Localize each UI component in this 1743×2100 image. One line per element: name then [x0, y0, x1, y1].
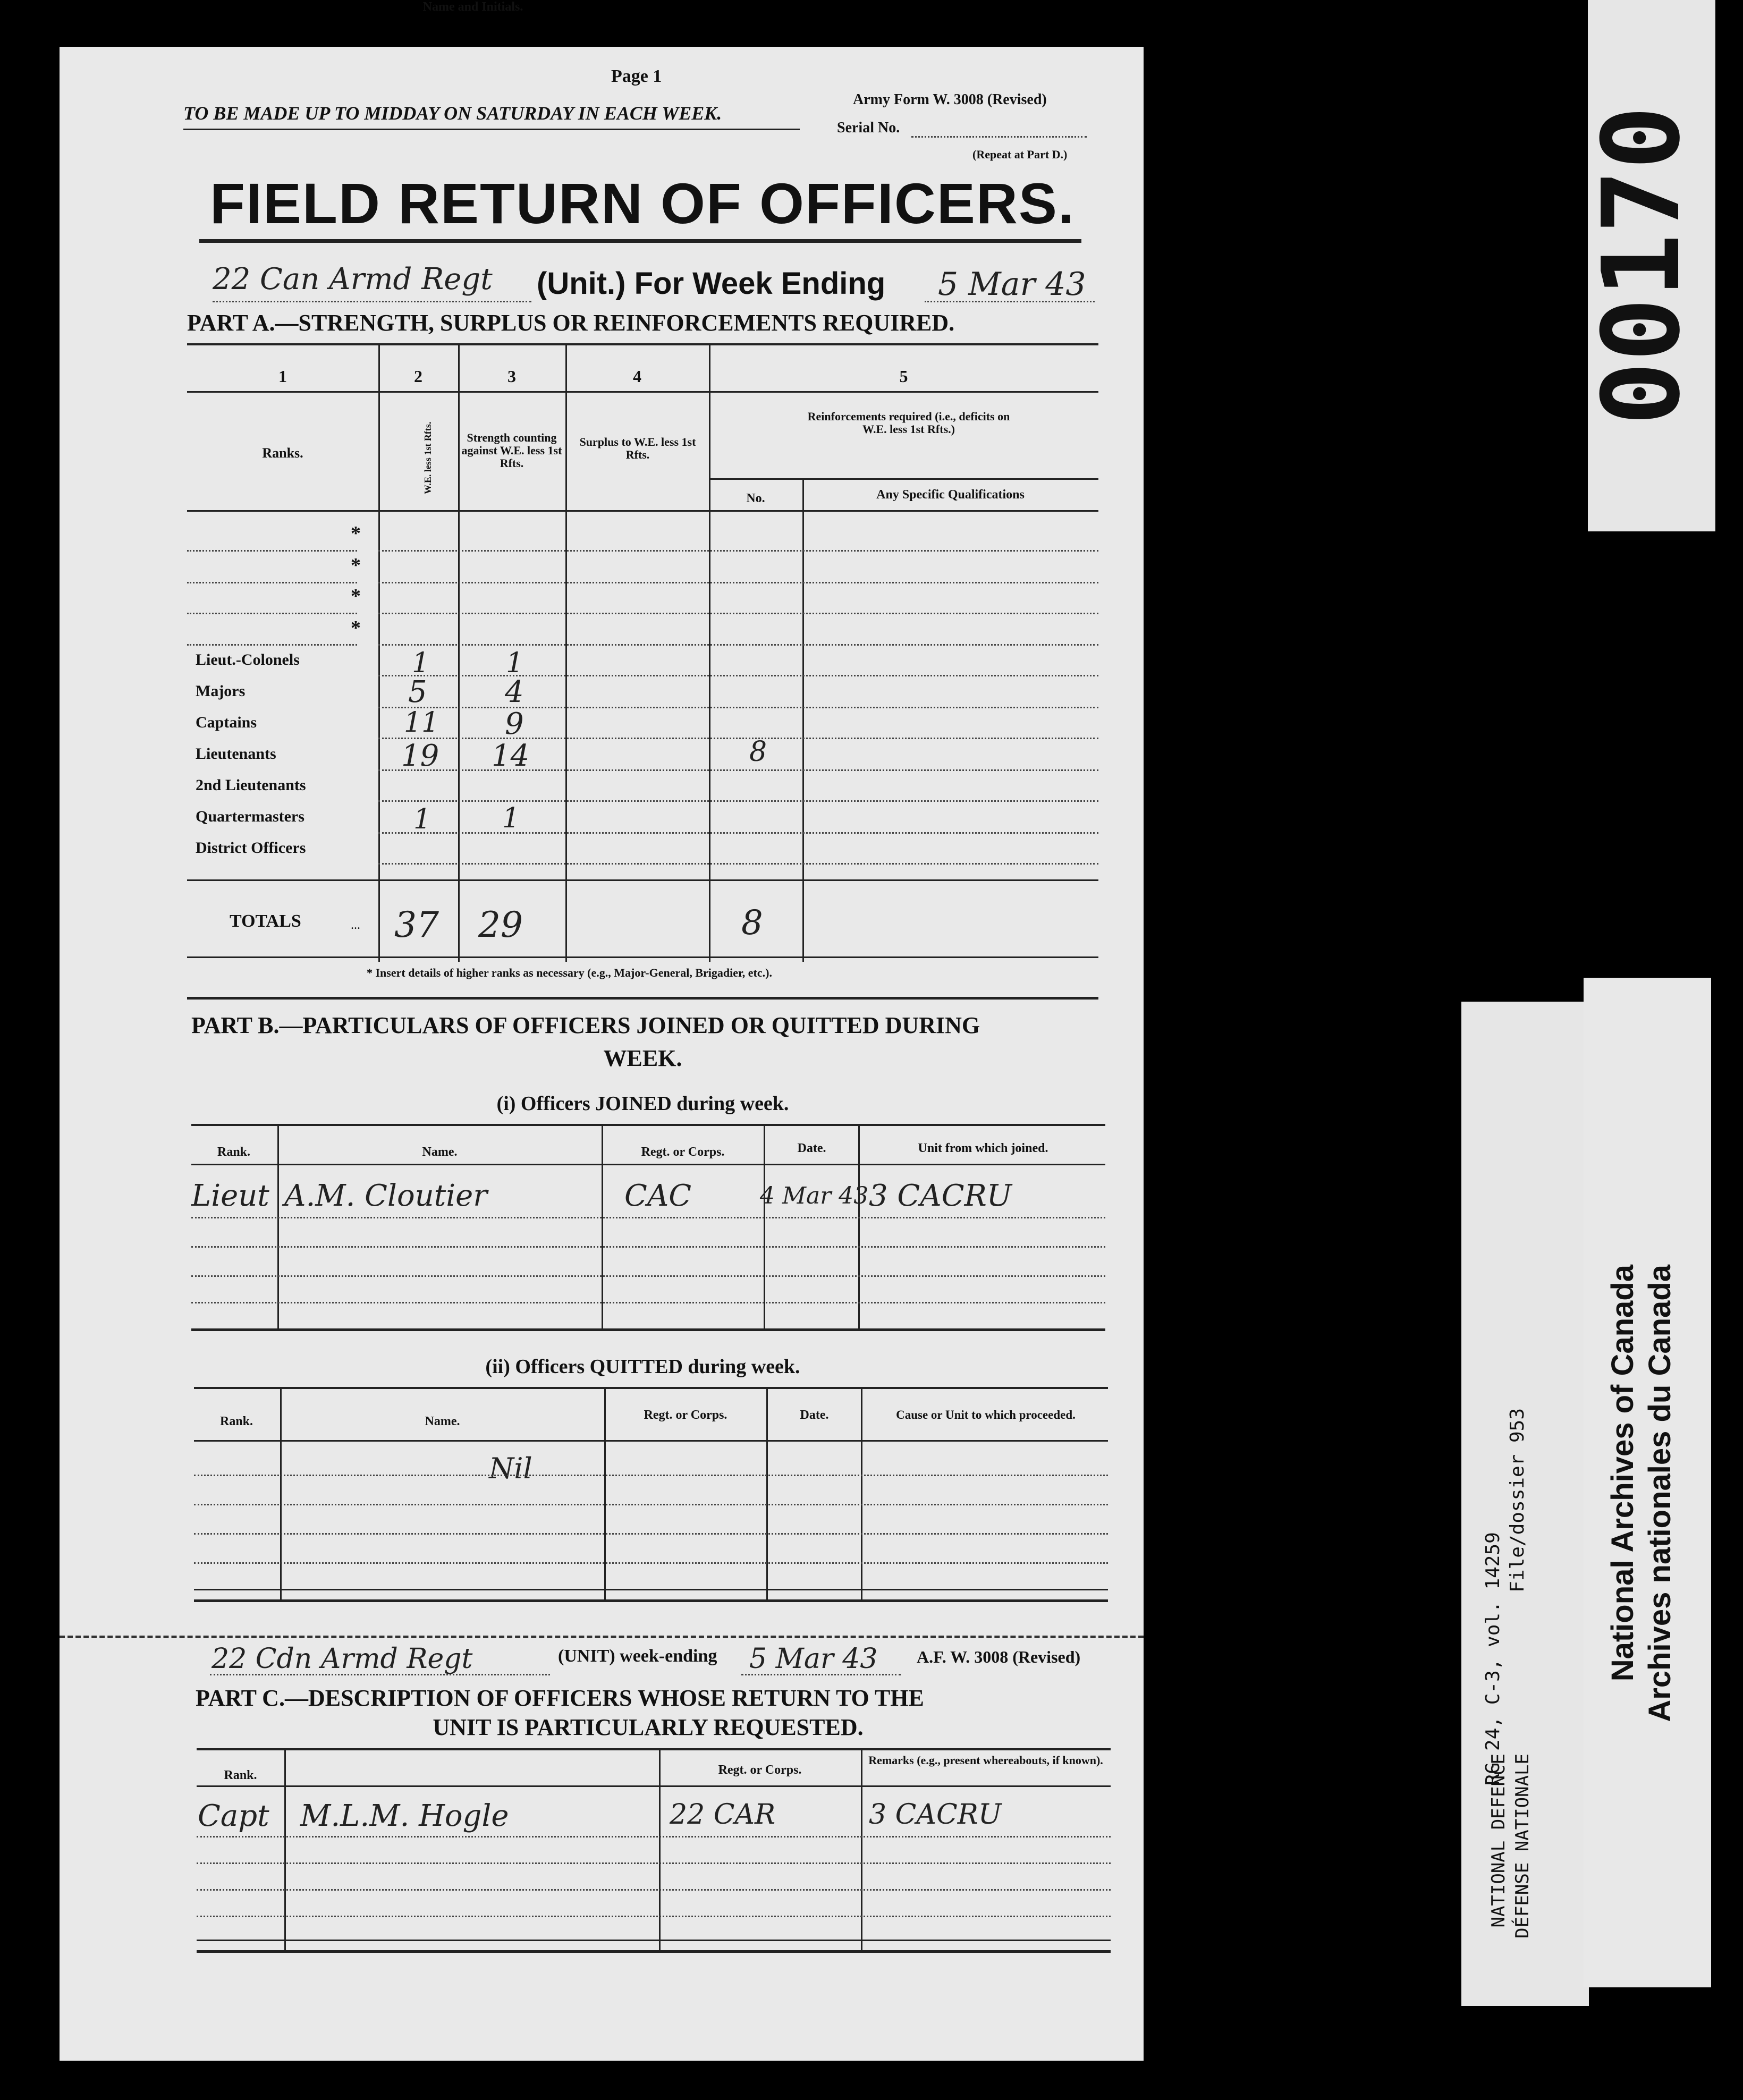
unit-label: (Unit.) For Week Ending: [537, 266, 886, 301]
unit-value[interactable]: 22 Can Armd Regt: [213, 262, 493, 297]
rank-lt-colonels: Lieut.-Colonels: [196, 651, 300, 668]
joined-dot-3: [191, 1275, 1105, 1277]
col-ranks-header: Ranks.: [262, 445, 303, 461]
tear-off-line: [60, 1636, 1144, 1638]
joined-h-rank: Rank.: [217, 1145, 251, 1159]
joined-rank[interactable]: Lieut: [191, 1179, 269, 1213]
part-c-name[interactable]: M.L.M. Hogle: [300, 1799, 509, 1833]
col-no-header: No.: [746, 492, 765, 505]
rank-captains: Captains: [196, 714, 257, 731]
dept-line-2: DÉFENSE NATIONALE: [1512, 1754, 1533, 1938]
part-a-footnote: * Insert details of higher ranks as necessary (e.g., Major-General, Brigadier, etc.).: [367, 966, 772, 979]
col-we-header: W.E. less 1st Rfts.: [422, 421, 433, 494]
we-majors[interactable]: 5: [408, 675, 427, 709]
totals-label: TOTALS: [230, 911, 301, 931]
joined-h-name: Name.: [422, 1145, 458, 1159]
we-lt-colonels[interactable]: 1: [412, 647, 430, 679]
joined-header-rule: [191, 1164, 1105, 1165]
repeat-note: (Repeat at Part D.): [972, 148, 1068, 161]
form-title: FIELD RETURN OF OFFICERS.: [210, 171, 1075, 235]
quitted-h-corps: Regt. or Corps.: [644, 1408, 727, 1422]
part-c-week-dotline: [741, 1674, 901, 1675]
we-quartermasters[interactable]: 1: [413, 803, 431, 835]
star-row-line-4: [187, 644, 357, 646]
grid-dot-5: [378, 675, 1098, 676]
part-c-unit-label: (UNIT) week-ending: [558, 1646, 717, 1666]
part-c-rank[interactable]: Capt: [198, 1799, 269, 1833]
army-form-ref: Army Form W. 3008 (Revised): [853, 91, 1047, 108]
we-captains[interactable]: 11: [404, 707, 439, 739]
joined-h-date: Date.: [797, 1141, 826, 1155]
joined-col-4: [858, 1124, 860, 1328]
title-underline: [199, 239, 1081, 243]
quitted-top-rule: [194, 1387, 1108, 1389]
strength-majors[interactable]: 4: [505, 675, 524, 709]
strength-quartermasters[interactable]: 1: [502, 802, 520, 834]
col-num-2: 2: [414, 367, 422, 386]
quitted-nil[interactable]: Nil: [489, 1452, 532, 1485]
joined-title: (i) Officers JOINED during week.: [496, 1093, 789, 1115]
grid-dot-10: [378, 832, 1098, 834]
col-div-3: [565, 345, 567, 962]
part-c-top-rule: [197, 1748, 1111, 1750]
joined-col-1: [277, 1124, 279, 1328]
grid-dot-11: [378, 863, 1098, 865]
part-c-remarks[interactable]: 3 CACRU: [869, 1799, 1002, 1831]
totals-reinf-no[interactable]: 8: [741, 903, 763, 943]
serial-field[interactable]: [911, 136, 1087, 138]
col-reinf-header: Reinforcements required (i.e., deficits on W.E. less 1st Rfts.): [807, 410, 1010, 436]
quitted-h-rank: Rank.: [219, 1415, 253, 1428]
star-row-line-2: [187, 582, 357, 583]
totals-top-rule: [187, 879, 1098, 881]
col-surplus-header: Surplus to W.E. less 1st Rfts.: [579, 435, 696, 461]
part-c-dot-2: [197, 1862, 1111, 1864]
quitted-h-name: Name.: [425, 1415, 460, 1428]
col-num-4: 4: [633, 367, 641, 386]
part-b-title-2: WEEK.: [603, 1045, 682, 1071]
rank-lieutenants: Lieutenants: [196, 745, 276, 763]
grid-dot-1: [378, 550, 1098, 552]
part-c-unit-value[interactable]: 22 Cdn Armd Regt: [211, 1643, 473, 1675]
header-rule-2: [187, 510, 1098, 512]
part-a-end-rule: [187, 997, 1098, 1000]
part-c-h-name: Name and Initials.: [422, 0, 523, 14]
quitted-col-3: [766, 1387, 768, 1602]
joined-h-corps: Regt. or Corps.: [641, 1145, 725, 1159]
joined-dot-1: [191, 1217, 1105, 1218]
col-num-3: 3: [507, 367, 516, 386]
quitted-dot-1: [194, 1475, 1108, 1476]
totals-dots: ...: [351, 918, 360, 932]
grid-dot-6: [378, 707, 1098, 708]
quitted-dot-3: [194, 1533, 1108, 1535]
part-c-h-rank: Rank.: [224, 1768, 257, 1782]
part-c-col-2: [659, 1748, 661, 1953]
grid-dot-2: [378, 582, 1098, 583]
part-c-corps[interactable]: 22 CAR: [670, 1799, 776, 1831]
joined-date[interactable]: 4 Mar 43: [760, 1182, 869, 1209]
header-rule-reinf: [709, 478, 1098, 480]
frame-number: 00170: [1580, 105, 1704, 426]
part-c-unit-dotline: [210, 1674, 550, 1675]
col-num-5: 5: [899, 367, 908, 386]
star-2: *: [351, 554, 361, 577]
col-qual-header: Any Specific Qualifications: [876, 488, 1025, 502]
strength-lieutenants[interactable]: 14: [492, 739, 530, 773]
quitted-header-rule: [194, 1440, 1108, 1442]
part-c-bottom-rule-2: [197, 1950, 1111, 1953]
quitted-h-date: Date.: [800, 1408, 829, 1422]
quitted-h-cause: Cause or Unit to which proceeded.: [896, 1408, 1076, 1421]
col-div-2: [458, 345, 460, 962]
joined-h-unit: Unit from which joined.: [918, 1141, 1048, 1155]
star-row-line-3: [187, 613, 357, 614]
part-c-dot-4: [197, 1916, 1111, 1917]
rank-majors: Majors: [196, 682, 246, 700]
quitted-title: (ii) Officers QUITTED during week.: [485, 1356, 800, 1378]
unit-dotline: [213, 301, 531, 302]
quitted-dot-4: [194, 1562, 1108, 1564]
dept-line-1: NATIONAL DEFENCE: [1488, 1754, 1509, 1928]
header-rule-1: [187, 391, 1098, 393]
reinf-no-lieutenants[interactable]: 8: [749, 736, 767, 768]
quitted-dot-2: [194, 1504, 1108, 1505]
week-ending-value[interactable]: 5 Mar 43: [938, 266, 1086, 303]
part-c-col-3: [861, 1748, 862, 1953]
quitted-col-1: [280, 1387, 282, 1602]
part-c-h-corps: Regt. or Corps.: [718, 1763, 802, 1777]
joined-unit[interactable]: 3 CACRU: [869, 1179, 1012, 1213]
part-c-week-ending[interactable]: 5 Mar 43: [749, 1643, 878, 1675]
grid-dot-3: [378, 613, 1098, 614]
quitted-bottom-rule-1: [194, 1589, 1108, 1590]
joined-col-2: [602, 1124, 603, 1328]
page-number: Page 1: [611, 66, 662, 86]
part-c-bottom-rule-1: [197, 1940, 1111, 1941]
week-dotline: [925, 301, 1095, 302]
quitted-col-2: [604, 1387, 606, 1602]
joined-dot-4: [191, 1302, 1105, 1303]
col-div-4: [709, 345, 710, 962]
star-row-line-1: [187, 550, 357, 552]
joined-top-rule: [191, 1124, 1105, 1126]
serial-label: Serial No.: [837, 120, 900, 136]
star-4: *: [351, 617, 361, 639]
part-a-rule: [187, 343, 1098, 345]
star-1: *: [351, 522, 361, 545]
part-c-h-remarks: Remarks (e.g., present whereabouts, if known).: [868, 1754, 1103, 1767]
archives-label-2: Archives nationales du Canada: [1643, 1265, 1677, 1722]
part-c-dot-1: [197, 1836, 1111, 1838]
rank-2nd-lieutenants: 2nd Lieutenants: [196, 776, 306, 794]
grid-dot-8: [378, 769, 1098, 771]
part-c-title-2: UNIT IS PARTICULARLY REQUESTED.: [433, 1714, 864, 1740]
instruction-underline: [183, 129, 800, 130]
totals-bottom-rule: [187, 956, 1098, 958]
archives-label-1: National Archives of Canada: [1605, 1265, 1640, 1682]
totals-we[interactable]: 37: [394, 904, 439, 945]
part-b-title-1: PART B.—PARTICULARS OF OFFICERS JOINED OR QUITTED DURING: [191, 1012, 980, 1038]
part-a-title: PART A.—STRENGTH, SURPLUS OR REINFORCEMENTS REQUIRED.: [187, 310, 955, 336]
joined-dot-2: [191, 1246, 1105, 1248]
grid-dot-9: [378, 800, 1098, 802]
quitted-bottom-rule-2: [194, 1599, 1108, 1602]
ref-line-2: File/dossier 953: [1507, 1408, 1528, 1593]
ref-line-1: RG 24, C-3, vol. 14259: [1482, 1532, 1504, 1785]
grid-dot-7: [378, 738, 1098, 739]
part-c-header-rule: [197, 1785, 1111, 1787]
star-3: *: [351, 585, 361, 607]
part-c-dot-3: [197, 1889, 1111, 1891]
instruction-text: TO BE MADE UP TO MIDDAY ON SATURDAY IN EACH WEEK.: [183, 103, 722, 124]
joined-name[interactable]: A.M. Cloutier: [284, 1179, 488, 1213]
joined-corps[interactable]: CAC: [624, 1179, 692, 1213]
joined-col-3: [764, 1124, 765, 1328]
grid-dot-4: [378, 644, 1098, 646]
we-lieutenants[interactable]: 19: [401, 739, 439, 773]
rank-quartermasters: Quartermasters: [196, 808, 304, 825]
quitted-col-4: [861, 1387, 862, 1602]
strength-lt-colonels[interactable]: 1: [506, 647, 524, 679]
rank-district-officers: District Officers: [196, 839, 306, 857]
strength-captains[interactable]: 9: [505, 707, 524, 741]
part-c-title-1: PART C.—DESCRIPTION OF OFFICERS WHOSE RETURN TO THE: [196, 1685, 924, 1711]
col-div-1: [378, 345, 380, 962]
part-c-form-ref: A.F. W. 3008 (Revised): [917, 1647, 1081, 1666]
col-num-1: 1: [278, 367, 287, 386]
totals-strength[interactable]: 29: [478, 904, 523, 945]
part-c-col-1: [284, 1748, 286, 1953]
col-strength-header: Strength counting against W.E. less 1st Rfts.: [461, 431, 562, 470]
joined-bottom-rule: [191, 1328, 1105, 1331]
